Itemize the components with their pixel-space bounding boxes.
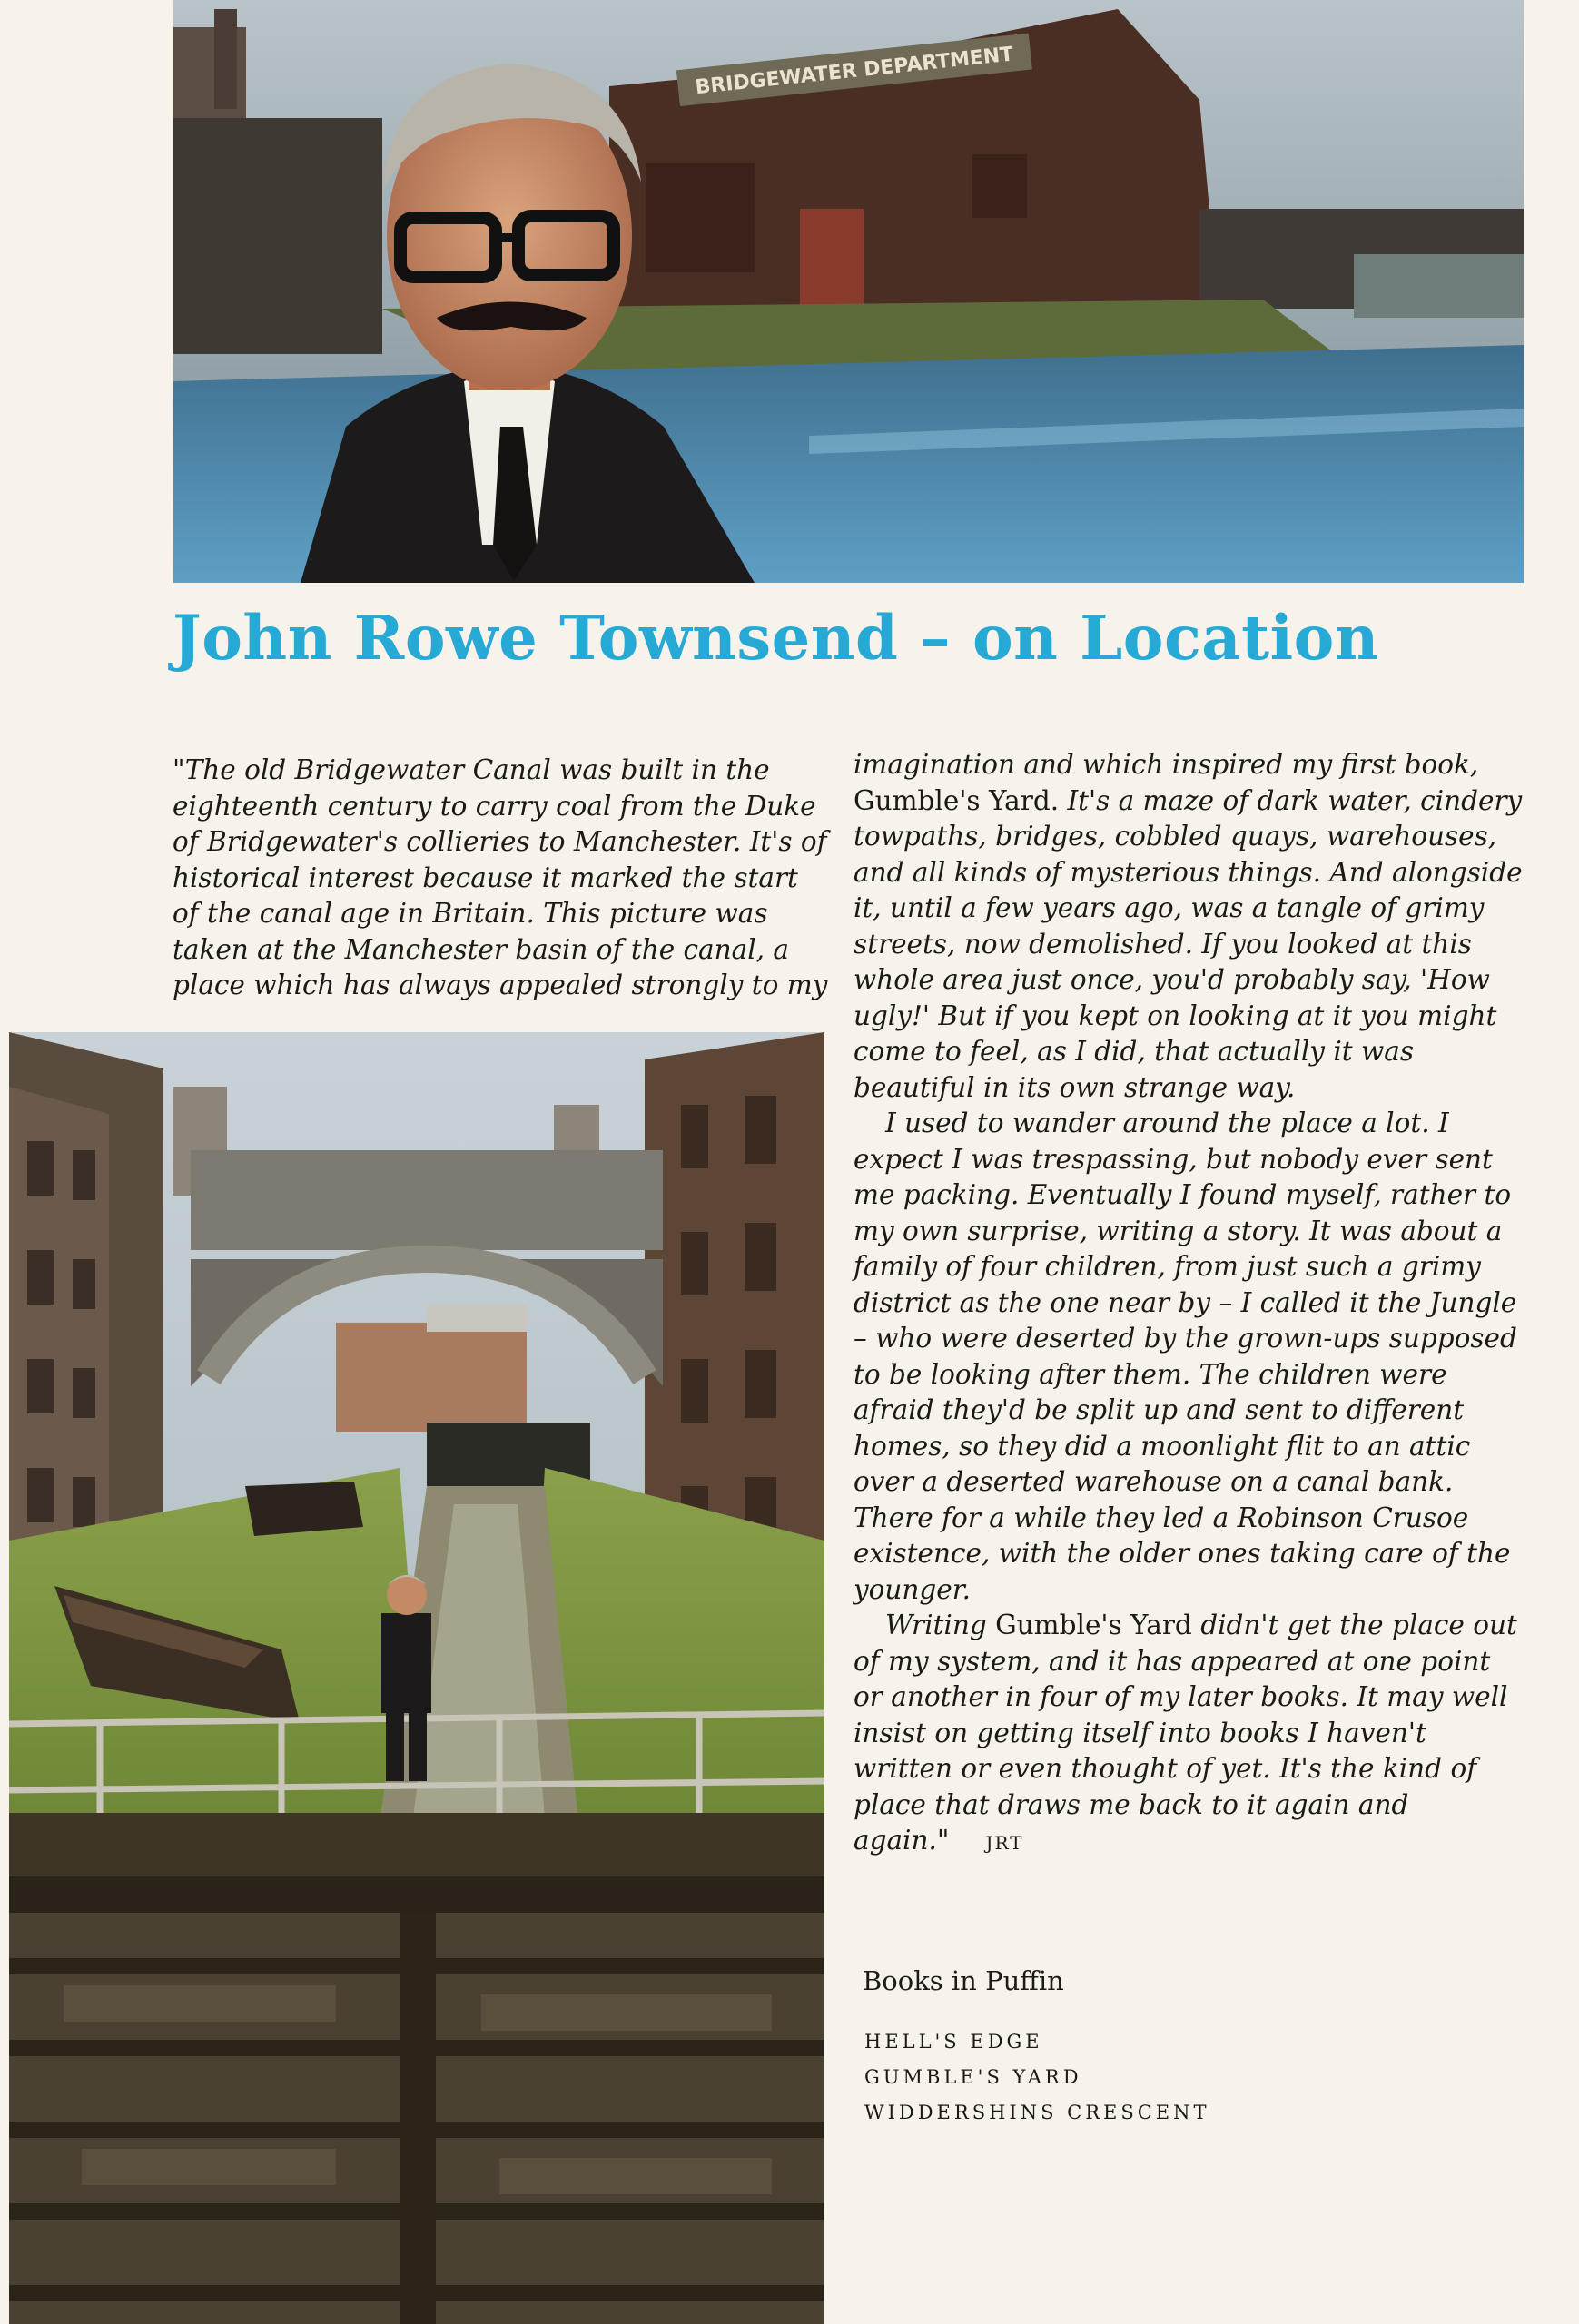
list-item: HELL'S EDGE xyxy=(864,2031,1043,2053)
top-photo-image xyxy=(173,0,1524,583)
list-item: WIDDERSHINS CRESCENT xyxy=(864,2102,1210,2123)
list-item: GUMBLE'S YARD xyxy=(864,2066,1082,2088)
paragraph-3-rest: didn't get the place out of my system, and it has appeared at one point or another in four of my later books. It may well insist on getting itself into books I haven't written or even thought of yet. It's the kind of place that draws me back to it again and again." xyxy=(854,1610,1517,1856)
paragraph-1-rest: It's a maze of dark water, cindery towpaths, bridges, cobbled quays, warehouses, and all kinds of mysterious things. And alongside it, until a few years ago, was a tangle of grimy streets, now demolished. If you looked at this whole area just once, you'd probably say, 'How ugly!' But if you kept on looking at it you might come to feel, as I did, that actually it was beautiful in its own strange way. xyxy=(854,784,1523,1103)
article-right-column xyxy=(854,747,1525,1862)
canal-lock-photo xyxy=(9,1032,824,2324)
top-photo xyxy=(173,0,1524,583)
book-title-reference: Gumble's Yard xyxy=(995,1610,1192,1640)
article-left-column xyxy=(173,753,831,1004)
paragraph-3-start: Writing xyxy=(885,1610,987,1640)
intro-paragraph: "The old Bridgewater Canal was built in the eighteenth century to carry coal from the Duke of Bridgewater's collieries to Manchester. It's of historical interest because it marked the start of the canal age in Britain. This picture was taken at the Manchester basin of the canal, a place which has always appealed strongly to my xyxy=(173,754,828,1000)
paragraph-1 xyxy=(854,747,1525,1106)
books-heading: Books in Puffin xyxy=(863,1965,1064,1996)
paragraph-1-start: imagination and which inspired my first book, xyxy=(854,749,1479,780)
books-list xyxy=(864,2024,1210,2131)
paragraph-3 xyxy=(854,1608,1525,1862)
book-title-reference: Gumble's Yard. xyxy=(854,784,1060,816)
canal-lock-photo-image xyxy=(9,1032,824,2324)
building-sign: BRIDGEWATER DEPARTMENT xyxy=(694,43,1015,100)
author-signature: JRT xyxy=(985,1832,1024,1854)
paragraph-2: I used to wander around the place a lot. I expect I was trespassing, but nobody ever sent me packing. Eventually I found myself, rather to my own surprise, writing a story. It was about a family of four children, from just such a grimy district as the one near by – I called it the Jungle – who were deserted by the grown-ups supposed to be looking after them. The children were afraid they'd be split up and sent to different homes, so they did a moonlight flit to an attic over a deserted warehouse on a canal bank. There for a while they led a Robinson Crusoe existence, with the older ones taking care of the younger. xyxy=(854,1108,1517,1605)
article-title: John Rowe Townsend – on Location xyxy=(173,602,1379,674)
